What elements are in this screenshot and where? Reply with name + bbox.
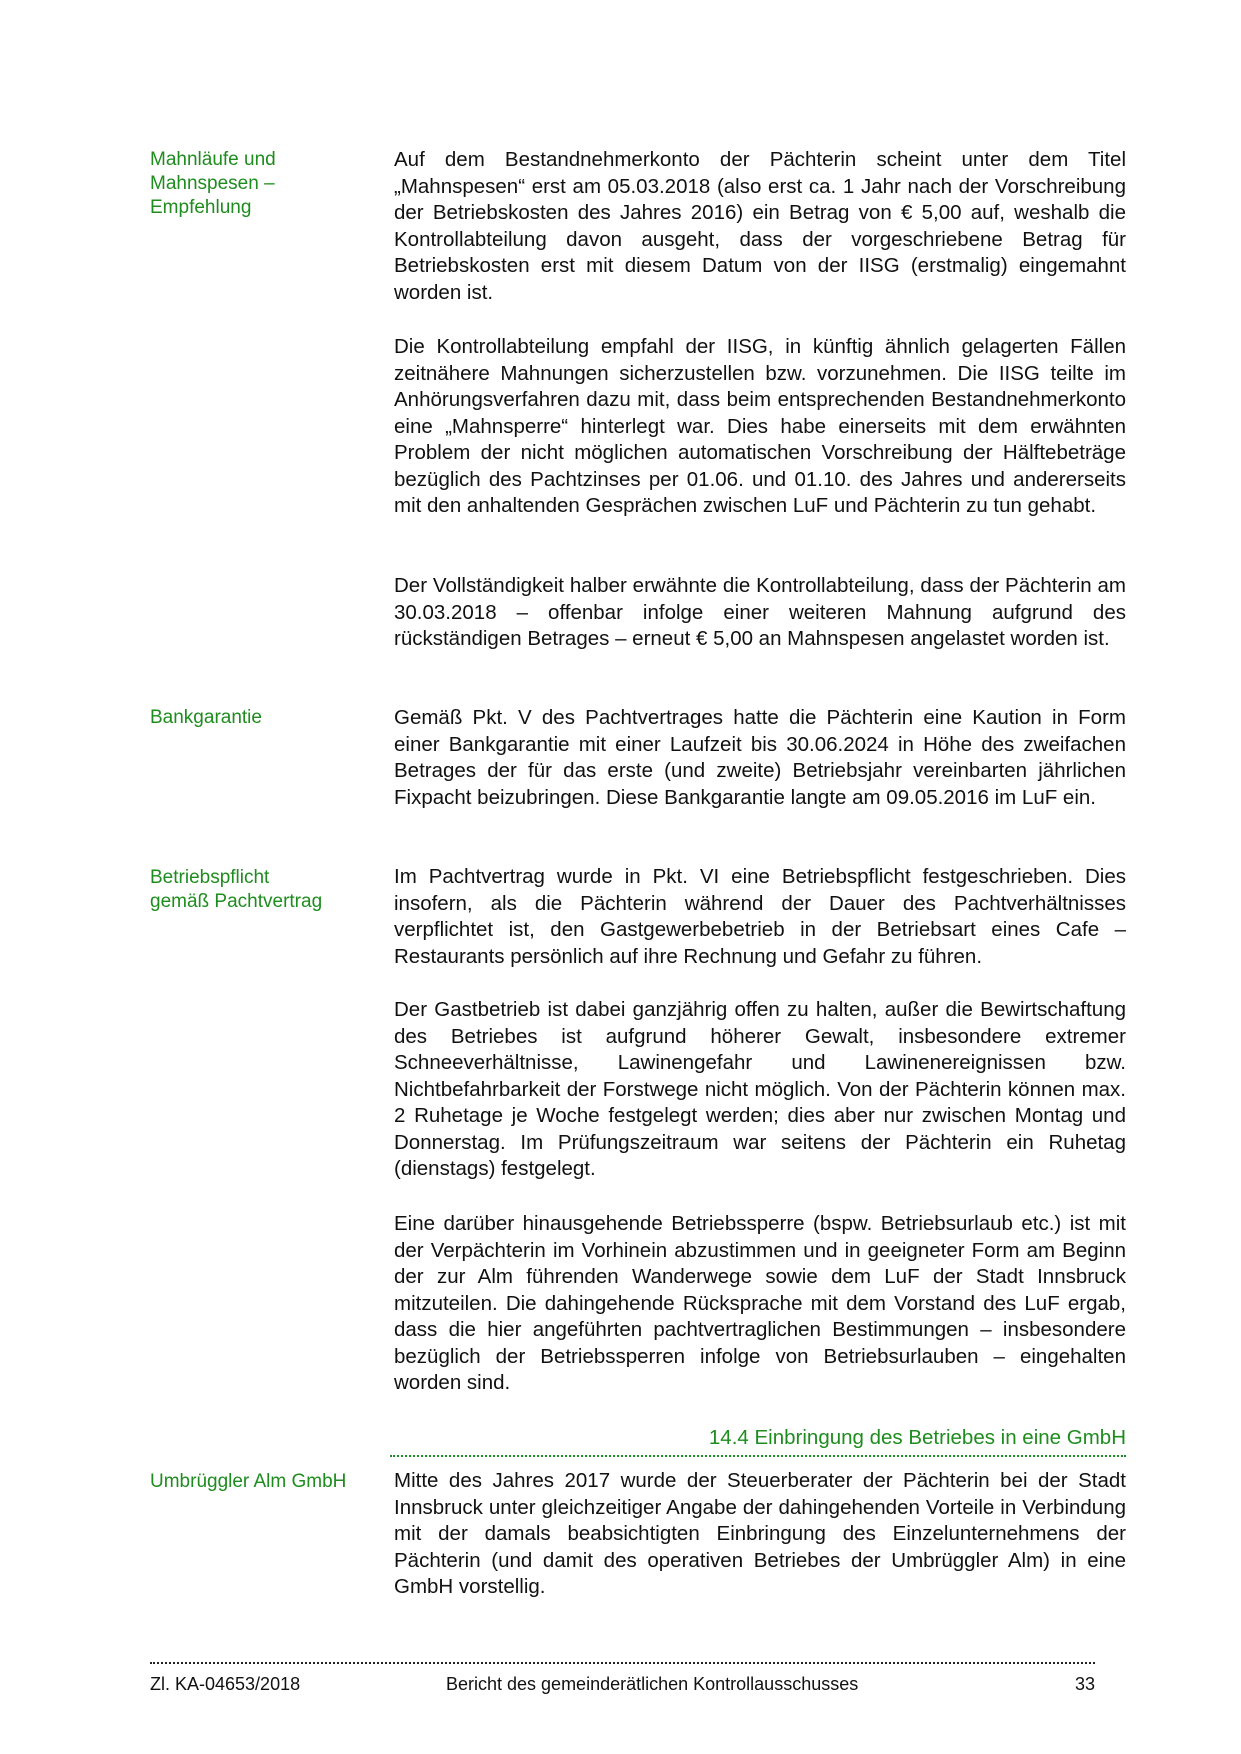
paragraph: Eine darüber hinausgehende Betriebssperre (bspw. Betriebsurlaub etc.) ist mit der Verpächterin im Vorhinein abzustimmen und in geeigneter Form am Beginn der zur Alm führenden Wanderwege sowie dem LuF der Stadt Innsbruck mitzuteilen. Die dahingehende Rücksprache mit dem Vorstand des LuF ergab, dass die hier angeführten pachtvertraglichen Bestimmungen – insbesondere bezüglich der Betriebssperren infolge von Betriebsurlauben – eingehalten worden sind.	[394, 1212, 1126, 1394]
page-number: 33	[1075, 1674, 1096, 1694]
paragraph: Die Kontrollabteilung empfahl der IISG, in künftig ähnlich gelagerten Fällen zeitnähere Mahnungen sicherzustellen bzw. vorzunehmen. Die IISG teilte im Anhörungsverfahren dazu mit, dass beim entsprechenden Bestandnehmerkonto eine „Mahnsperre“ hinterlegt war. Dies habe einerseits mit dem erwähnten Problem der nicht möglichen automatischen Vorschreibung der Hälftebeträge bezüglich des Pachtzinses per 01.06. und 01.10. des Jahres und andererseits mit den anhaltenden Gesprächen zwischen LuF und Pächterin zu tun gehabt.	[394, 335, 1126, 517]
paragraph: Auf dem Bestandnehmerkonto der Pächterin scheint unter dem Titel „Mahnspesen“ erst am 05.03.2018 (also erst ca. 1 Jahr nach der Vorschreibung der Betriebskosten des Jahres 2016) ein Betrag von € 5,00 auf, weshalb die Kontrollabteilung davon ausgeht, dass der vorgeschriebene Betrag für Betriebskosten erst mit diesem Datum von der IISG (erstmalig) eingemahnt worden ist.	[394, 148, 1126, 304]
footer-title: Bericht des gemeinderätlichen Kontrollausschusses	[446, 1674, 859, 1694]
side-label-mahnlaeufe: Mahnläufe und Mahnspesen – Empfehlung	[150, 149, 276, 218]
paragraph: Im Pachtvertrag wurde in Pkt. VI eine Betriebspflicht festgeschrieben. Dies insofern, als die Pächterin während der Dauer des Pachtverhältnisses verpflichtet ist, den Gastgewerbebetrieb in der Betriebsart eines Cafe – Restaurants persönlich auf ihre Rechnung und Gefahr zu führen.	[394, 865, 1126, 968]
footer-divider	[150, 1662, 1095, 1664]
section-heading: 14.4 Einbringung des Betriebes in eine GmbH	[708, 1426, 1126, 1449]
side-label-bankgarantie: Bankgarantie	[150, 707, 262, 728]
paragraph: Gemäß Pkt. V des Pachtvertrages hatte die Pächterin eine Kaution in Form einer Bankgarantie mit einer Laufzeit bis 30.06.2024 in Höhe des zweifachen Betrages der für das erste (und zweite) Betriebsjahr vereinbarten jährlichen Fixpacht beizubringen. Diese Bankgarantie langte am 09.05.2016 im LuF ein.	[394, 706, 1126, 809]
paragraph: Der Vollständigkeit halber erwähnte die Kontrollabteilung, dass der Pächterin am 30.03.2018 – offenbar infolge einer weiteren Mahnung aufgrund des rückständigen Betrages – erneut € 5,00 an Mahnspesen angelastet worden ist.	[394, 574, 1126, 650]
side-label-umbrueggler: Umbrüggler Alm GmbH	[150, 1471, 347, 1492]
paragraph: Der Gastbetrieb ist dabei ganzjährig offen zu halten, außer die Bewirtschaftung des Betriebes ist aufgrund höherer Gewalt, insbesondere extremer Schneeverhältnisse, Lawinengefahr und Lawinenereignissen bzw. Nichtbefahrbarkeit der Forstwege nicht möglich. Von der Pächterin können max. 2 Ruhetage je Woche festgelegt werden; dies aber nur zwischen Montag und Donnerstag. Im Prüfungszeitraum war seitens der Pächterin ein Ruhetag (dienstags) festgelegt.	[394, 998, 1126, 1180]
side-label-betriebspflicht: Betriebspflicht gemäß Pachtvertrag	[150, 867, 323, 912]
heading-divider	[390, 1455, 1126, 1457]
footer-reference: Zl. KA-04653/2018	[150, 1674, 301, 1694]
paragraph: Mitte des Jahres 2017 wurde der Steuerberater der Pächterin bei der Stadt Innsbruck unter gleichzeitiger Angabe der dahingehenden Vorteile in Verbindung mit der damals beabsichtigten Einbringung des Einzelunternehmens der Pächterin (und damit des operativen Betriebes der Umbrüggler Alm) in eine GmbH vorstellig.	[394, 1469, 1126, 1598]
